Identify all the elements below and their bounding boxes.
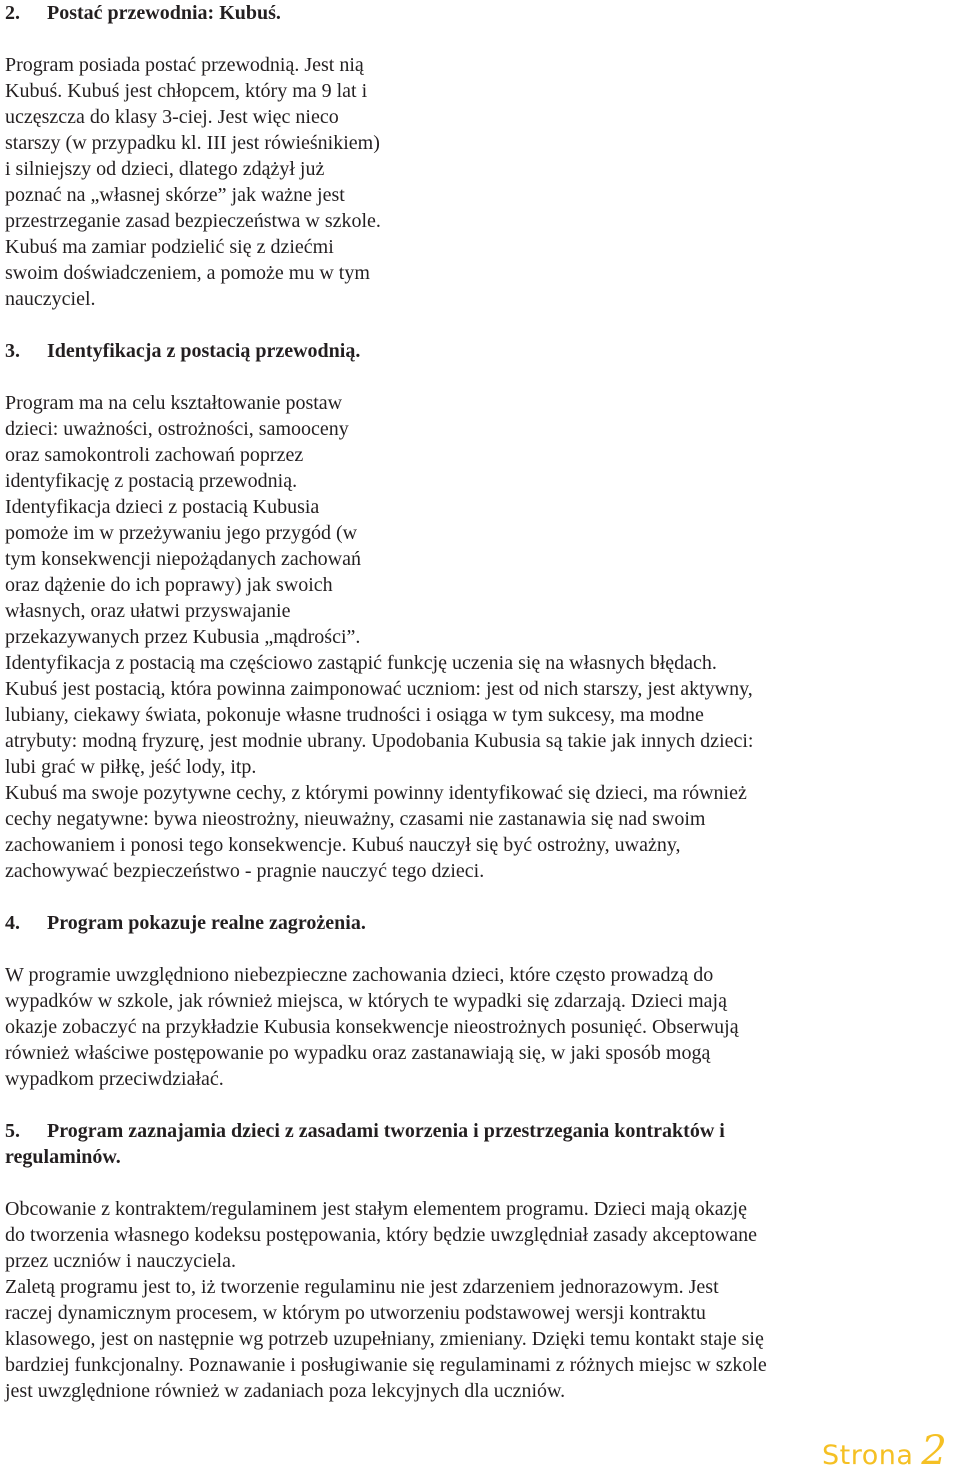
text-line: Kubuś ma zamiar podzielić się z dziećmi: [5, 236, 334, 258]
section-title: Postać przewodnia: Kubuś.: [47, 2, 281, 24]
text-line: Identyfikacja z postacią ma częściowo zastąpić funkcję uczenia się na własnych błędach.: [5, 652, 717, 674]
section-title: Program pokazuje realne zagrożenia.: [47, 912, 366, 934]
section-title-continued: regulaminów.: [5, 1146, 121, 1168]
text-line: tym konsekwencji niepożądanych zachowań: [5, 548, 361, 570]
text-line: identyfikację z postacią przewodnią.: [5, 470, 298, 492]
text-line: oraz dążenie do ich poprawy) jak swoich: [5, 574, 333, 596]
section-2-heading: [5, 0, 955, 26]
text-line: swoim doświadczeniem, a pomoże mu w tym: [5, 262, 370, 284]
text-line: klasowego, jest on następnie wg potrzeb uzupełniany, zmieniany. Dzięki temu kontakt staje się: [5, 1328, 764, 1350]
section-5-heading: [5, 1118, 955, 1144]
text-line: pomoże im w przeżywaniu jego przygód (w: [5, 522, 358, 544]
text-line: nauczyciel.: [5, 288, 96, 310]
document-page: [5, 0, 955, 1404]
page-footer: [822, 1428, 952, 1472]
text-line: oraz samokontroli zachowań poprzez: [5, 444, 304, 466]
section-4-heading: [5, 910, 955, 936]
text-line: przez uczniów i nauczyciela.: [5, 1250, 236, 1272]
section-3-heading: [5, 338, 955, 364]
text-line: Program ma na celu kształtowanie postaw: [5, 392, 343, 414]
text-line: bardziej funkcjonalny. Poznawanie i posługiwanie się regulaminami z różnych miejsc w szkole: [5, 1354, 767, 1376]
section-number: 5.: [5, 1120, 20, 1142]
text-line: lubi grać w piłkę, jeść lody, itp.: [5, 756, 257, 778]
text-line: cechy negatywne: bywa nieostrożny, nieuważny, czasami nie zastanawia się nad swoim: [5, 808, 706, 830]
text-line: wypadkom przeciwdziałać.: [5, 1068, 224, 1090]
text-line: przestrzeganie zasad bezpieczeństwa w szkole.: [5, 210, 381, 232]
section-number: 3.: [5, 340, 20, 362]
section-title: Identyfikacja z postacią przewodnią.: [47, 340, 361, 362]
text-line: Program posiada postać przewodnią. Jest nią: [5, 54, 364, 76]
text-line: poznać na „własnej skórze” jak ważne jest: [5, 184, 345, 206]
text-line: lubiany, ciekawy świata, pokonuje własne trudności i osiąga w tym sukcesy, ma modne: [5, 704, 704, 726]
text-line: do tworzenia własnego kodeksu postępowania, który będzie uwzględniał zasady akceptowane: [5, 1224, 757, 1246]
page-number: 2: [921, 1428, 947, 1474]
text-line: Kubuś ma swoje pozytywne cechy, z którymi powinny identyfikować się dzieci, ma również: [5, 782, 747, 804]
text-line: starszy (w przypadku kl. III jest rówieśnikiem): [5, 132, 380, 154]
section-title: Program zaznajamia dzieci z zasadami tworzenia i przestrzegania kontraktów i: [47, 1120, 725, 1142]
text-line: atrybuty: modną fryzurę, jest modnie ubrany. Upodobania Kubusia są takie jak innych dzieci:: [5, 730, 754, 752]
section-5-body: [5, 1196, 955, 1404]
section-5-heading-continued: [5, 1144, 955, 1170]
text-line: Kubuś. Kubuś jest chłopcem, który ma 9 lat i: [5, 80, 368, 102]
text-line: i silniejszy od dzieci, dlatego zdążył już: [5, 158, 325, 180]
text-line: Zaletą programu jest to, iż tworzenie regulaminu nie jest zdarzeniem jednorazowym. Jest: [5, 1276, 719, 1298]
text-line: dzieci: uważności, ostrożności, samooceny: [5, 418, 349, 440]
section-number: 2.: [5, 2, 20, 24]
text-line: zachowaniem i ponosi tego konsekwencje. Kubuś nauczył się być ostrożny, uważny,: [5, 834, 681, 856]
text-line: wypadków w szkole, jak również miejsca, w których te wypadki się zdarzają. Dzieci mają: [5, 990, 727, 1012]
text-line: Kubuś jest postacią, która powinna zaimponować uczniom: jest od nich starszy, jest aktywny,: [5, 678, 753, 700]
text-line: własnych, oraz ułatwi przyswajanie: [5, 600, 291, 622]
text-line: W programie uwzględniono niebezpieczne zachowania dzieci, które często prowadzą do: [5, 964, 714, 986]
text-line: Identyfikacja dzieci z postacią Kubusia: [5, 496, 320, 518]
text-line: przekazywanych przez Kubusia „mądrości”.: [5, 626, 361, 648]
page-label: Strona: [822, 1440, 914, 1471]
text-line: również właściwe postępowanie po wypadku oraz zastanawiają się, w jaki sposób mogą: [5, 1042, 711, 1064]
text-line: zachowywać bezpieczeństwo - pragnie nauczyć tego dzieci.: [5, 860, 485, 882]
section-3-body: [5, 390, 955, 884]
text-line: okazje zobaczyć na przykładzie Kubusia konsekwencje nieostrożnych posunięć. Obserwują: [5, 1016, 739, 1038]
text-line: Obcowanie z kontraktem/regulaminem jest stałym elementem programu. Dzieci mają okazję: [5, 1198, 747, 1220]
section-4-body: [5, 962, 955, 1092]
text-line: jest uwzględnione również w zadaniach poza lekcyjnych dla uczniów.: [5, 1380, 566, 1402]
text-line: raczej dynamicznym procesem, w którym po utworzeniu podstawowej wersji kontraktu: [5, 1302, 706, 1324]
section-2-body: [5, 52, 955, 312]
section-number: 4.: [5, 912, 20, 934]
text-line: uczęszcza do klasy 3-ciej. Jest więc nieco: [5, 106, 339, 128]
